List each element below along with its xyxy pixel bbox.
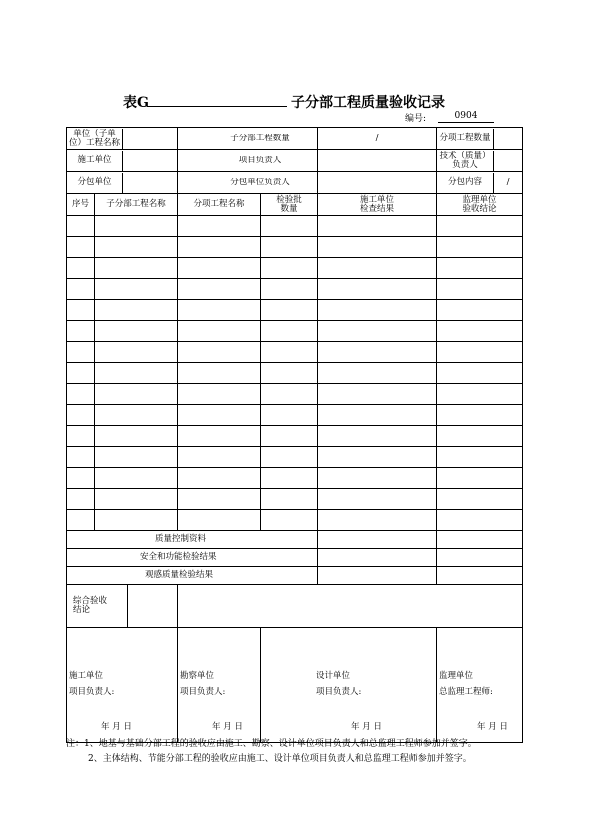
subcontractor-cell <box>67 172 178 194</box>
table-cell[interactable] <box>178 237 261 258</box>
table-cell[interactable] <box>261 363 318 384</box>
table-cell[interactable] <box>261 237 318 258</box>
table-cell[interactable] <box>318 405 437 426</box>
subdivision-count-label: 子分部工程数量 <box>230 134 290 143</box>
table-cell[interactable] <box>437 300 523 321</box>
signature-date: 年 月 日 <box>351 722 382 732</box>
table-cell[interactable] <box>178 300 261 321</box>
project-manager-label: 项目负责人 <box>238 156 282 165</box>
table-cell[interactable] <box>178 363 261 384</box>
appearance-conclusion[interactable] <box>437 567 523 585</box>
col-construction-result-label: 施工单位检查结果 <box>359 194 394 214</box>
conclusion-value[interactable] <box>178 585 523 628</box>
table-cell[interactable] <box>67 405 95 426</box>
acceptance-form-table <box>66 127 523 743</box>
tech-manager-value[interactable] <box>494 151 523 171</box>
table-cell[interactable] <box>67 321 95 342</box>
table-cell[interactable] <box>437 405 523 426</box>
table-row <box>67 384 523 405</box>
table-cell[interactable] <box>95 258 178 279</box>
code-value[interactable]: 0904 <box>438 111 494 123</box>
subcontractor-manager-cell <box>178 172 318 194</box>
table-cell[interactable] <box>178 447 261 468</box>
table-cell[interactable] <box>67 258 95 279</box>
table-cell[interactable] <box>67 447 95 468</box>
table-cell[interactable] <box>67 468 95 489</box>
subcontractor-manager-label: 分包单位负责人 <box>230 178 290 187</box>
form-title-prefix: 表G <box>123 95 149 111</box>
table-row <box>67 300 523 321</box>
conclusion-cell <box>67 585 178 628</box>
table-cell[interactable] <box>437 342 523 363</box>
table-cell[interactable] <box>261 384 318 405</box>
table-cell[interactable] <box>261 510 318 531</box>
subcontractor-value[interactable] <box>123 173 178 193</box>
col-subdivision-name: 子分部工程名称 <box>95 194 178 216</box>
col-batch-count <box>261 194 318 216</box>
table-cell[interactable] <box>437 468 523 489</box>
table-cell[interactable] <box>67 489 95 510</box>
signature-person: 项目负责人: <box>69 687 115 697</box>
table-cell[interactable] <box>437 216 523 237</box>
construction-unit-cell <box>67 150 178 172</box>
subdivision-count-cell <box>178 128 318 150</box>
table-cell[interactable] <box>437 426 523 447</box>
table-cell[interactable] <box>318 279 437 300</box>
table-cell[interactable] <box>178 405 261 426</box>
table-cell[interactable] <box>261 258 318 279</box>
subcontractor-label: 分包单位 <box>77 177 112 187</box>
sub-item-count-value[interactable] <box>494 129 523 149</box>
signature-unit: 设计单位 <box>316 671 351 681</box>
quality-control-conclusion[interactable] <box>437 531 523 549</box>
table-cell[interactable] <box>437 384 523 405</box>
table-cell[interactable] <box>67 426 95 447</box>
table-cell[interactable] <box>95 279 178 300</box>
quality-control-text: 质量控制资料 <box>155 534 207 544</box>
signature-unit: 施工单位 <box>69 671 104 681</box>
table-cell[interactable] <box>318 258 437 279</box>
sub-item-count-label: 分项工程数量 <box>439 133 491 143</box>
subcontract-content-value[interactable]: / <box>494 173 523 193</box>
table-cell[interactable] <box>318 384 437 405</box>
subdivision-count-value[interactable]: / <box>318 128 437 150</box>
signature-date: 年 月 日 <box>212 722 243 732</box>
table-cell[interactable] <box>261 342 318 363</box>
table-cell[interactable] <box>95 237 178 258</box>
subcontract-content-cell <box>437 172 523 194</box>
table-row <box>67 489 523 510</box>
table-cell[interactable] <box>318 468 437 489</box>
signature-design[interactable] <box>261 628 437 743</box>
subcontract-content-label: 分包内容 <box>447 177 482 187</box>
table-row <box>67 510 523 531</box>
table-cell[interactable] <box>67 237 95 258</box>
table-cell[interactable] <box>318 237 437 258</box>
title-blank-line[interactable] <box>147 106 287 107</box>
table-cell[interactable] <box>95 321 178 342</box>
table-cell[interactable] <box>95 300 178 321</box>
table-cell[interactable] <box>318 363 437 384</box>
table-cell[interactable] <box>178 258 261 279</box>
table-cell[interactable] <box>437 279 523 300</box>
table-cell[interactable] <box>95 384 178 405</box>
table-cell[interactable] <box>318 216 437 237</box>
safety-function-conclusion[interactable] <box>437 549 523 567</box>
table-cell[interactable] <box>95 216 178 237</box>
table-cell[interactable] <box>95 447 178 468</box>
table-cell[interactable] <box>67 342 95 363</box>
table-row <box>67 405 523 426</box>
code-label: 编号: <box>405 114 427 124</box>
table-cell[interactable] <box>178 279 261 300</box>
table-cell[interactable] <box>67 279 95 300</box>
note-1: 注：1、地基与基础分部工程的验收应由施工、勘察、设计单位项目负责人和总监理工程师参加并签字。 <box>66 739 477 749</box>
table-cell[interactable] <box>261 489 318 510</box>
table-cell[interactable] <box>318 489 437 510</box>
unit-project-label-cell <box>67 128 178 150</box>
table-row <box>67 468 523 489</box>
table-cell[interactable] <box>95 489 178 510</box>
table-cell[interactable] <box>318 447 437 468</box>
col-batch-count-label: 检验批数量 <box>276 194 302 214</box>
column-header-row <box>67 194 523 216</box>
table-cell[interactable] <box>95 426 178 447</box>
table-row <box>67 321 523 342</box>
signature-date: 年 月 日 <box>101 722 132 732</box>
signature-date: 年 月 日 <box>477 722 508 732</box>
table-row <box>67 237 523 258</box>
table-cell[interactable] <box>437 489 523 510</box>
col-construction-result <box>318 194 437 216</box>
form-title: 子分部工程质量验收记录 <box>291 95 445 111</box>
table-row <box>67 447 523 468</box>
table-cell[interactable] <box>318 510 437 531</box>
signature-construction[interactable] <box>67 628 178 743</box>
table-cell[interactable] <box>95 405 178 426</box>
appearance-text: 观感质量检验结果 <box>145 570 214 580</box>
safety-function-result[interactable] <box>318 549 437 567</box>
table-cell[interactable] <box>95 510 178 531</box>
table-cell[interactable] <box>261 216 318 237</box>
construction-unit-value[interactable] <box>123 151 178 171</box>
table-cell[interactable] <box>95 363 178 384</box>
table-row <box>67 216 523 237</box>
signature-person: 总监理工程师: <box>439 687 493 697</box>
table-cell[interactable] <box>178 342 261 363</box>
project-manager-cell <box>178 150 318 172</box>
table-cell[interactable] <box>67 510 95 531</box>
table-cell[interactable] <box>67 384 95 405</box>
note-2: 2、主体结构、节能分部工程的验收应由施工、设计单位项目负责人和总监理工程师参加并签字。 <box>88 754 472 764</box>
tech-manager-label: 技术（质量）负责人 <box>439 150 491 170</box>
signature-person: 项目负责人: <box>316 687 362 697</box>
signature-unit: 勘察单位 <box>180 671 215 681</box>
table-cell[interactable] <box>178 321 261 342</box>
table-cell[interactable] <box>437 447 523 468</box>
table-cell[interactable] <box>261 279 318 300</box>
table-cell[interactable] <box>437 363 523 384</box>
col-supervision-conclusion-label: 监理单位验收结论 <box>462 194 497 214</box>
table-cell[interactable] <box>95 468 178 489</box>
project-manager-value[interactable] <box>318 150 437 172</box>
data-rows <box>67 216 523 531</box>
table-cell[interactable] <box>318 426 437 447</box>
table-cell[interactable] <box>261 426 318 447</box>
col-seq: 序号 <box>67 194 95 216</box>
table-cell[interactable] <box>178 216 261 237</box>
table-cell[interactable] <box>261 447 318 468</box>
signature-unit: 监理单位 <box>439 671 474 681</box>
unit-project-value[interactable] <box>123 129 178 149</box>
table-cell[interactable] <box>178 489 261 510</box>
signature-row <box>67 628 523 743</box>
col-supervision-conclusion <box>437 194 523 216</box>
table-cell[interactable] <box>178 426 261 447</box>
quality-control-result[interactable] <box>318 531 437 549</box>
table-row <box>67 279 523 300</box>
table-cell[interactable] <box>261 468 318 489</box>
table-cell[interactable] <box>178 510 261 531</box>
appearance-result[interactable] <box>318 567 437 585</box>
safety-function-text: 安全和功能检验结果 <box>140 552 217 562</box>
table-cell[interactable] <box>318 300 437 321</box>
table-cell[interactable] <box>178 468 261 489</box>
table-row <box>67 363 523 384</box>
signature-person: 项目负责人: <box>180 687 226 697</box>
table-cell[interactable] <box>261 405 318 426</box>
table-row <box>67 258 523 279</box>
tech-manager-cell <box>437 150 523 172</box>
table-cell[interactable] <box>318 321 437 342</box>
unit-project-label: 单位（子单位）工程名称 <box>68 128 120 148</box>
sub-item-count-cell <box>437 128 523 150</box>
conclusion-label-text: 综合验收结论 <box>73 596 108 615</box>
table-cell[interactable] <box>318 342 437 363</box>
subcontractor-manager-value[interactable] <box>318 172 437 194</box>
table-cell[interactable] <box>95 342 178 363</box>
appearance-label <box>67 567 318 585</box>
table-cell[interactable] <box>67 363 95 384</box>
quality-control-label <box>67 531 318 549</box>
table-cell[interactable] <box>67 216 95 237</box>
table-row <box>67 342 523 363</box>
table-cell[interactable] <box>261 300 318 321</box>
notes <box>66 737 477 767</box>
table-cell[interactable] <box>261 321 318 342</box>
table-cell[interactable] <box>437 321 523 342</box>
table-cell[interactable] <box>178 384 261 405</box>
conclusion-label <box>67 585 128 627</box>
safety-function-label <box>67 549 318 567</box>
table-row <box>67 426 523 447</box>
signature-survey[interactable] <box>178 628 261 743</box>
signature-supervision[interactable] <box>437 628 523 743</box>
table-cell[interactable] <box>437 258 523 279</box>
table-cell[interactable] <box>67 300 95 321</box>
col-subitem-name: 分项工程名称 <box>178 194 261 216</box>
table-cell[interactable] <box>437 237 523 258</box>
table-cell[interactable] <box>437 510 523 531</box>
construction-unit-label: 施工单位 <box>77 155 112 165</box>
